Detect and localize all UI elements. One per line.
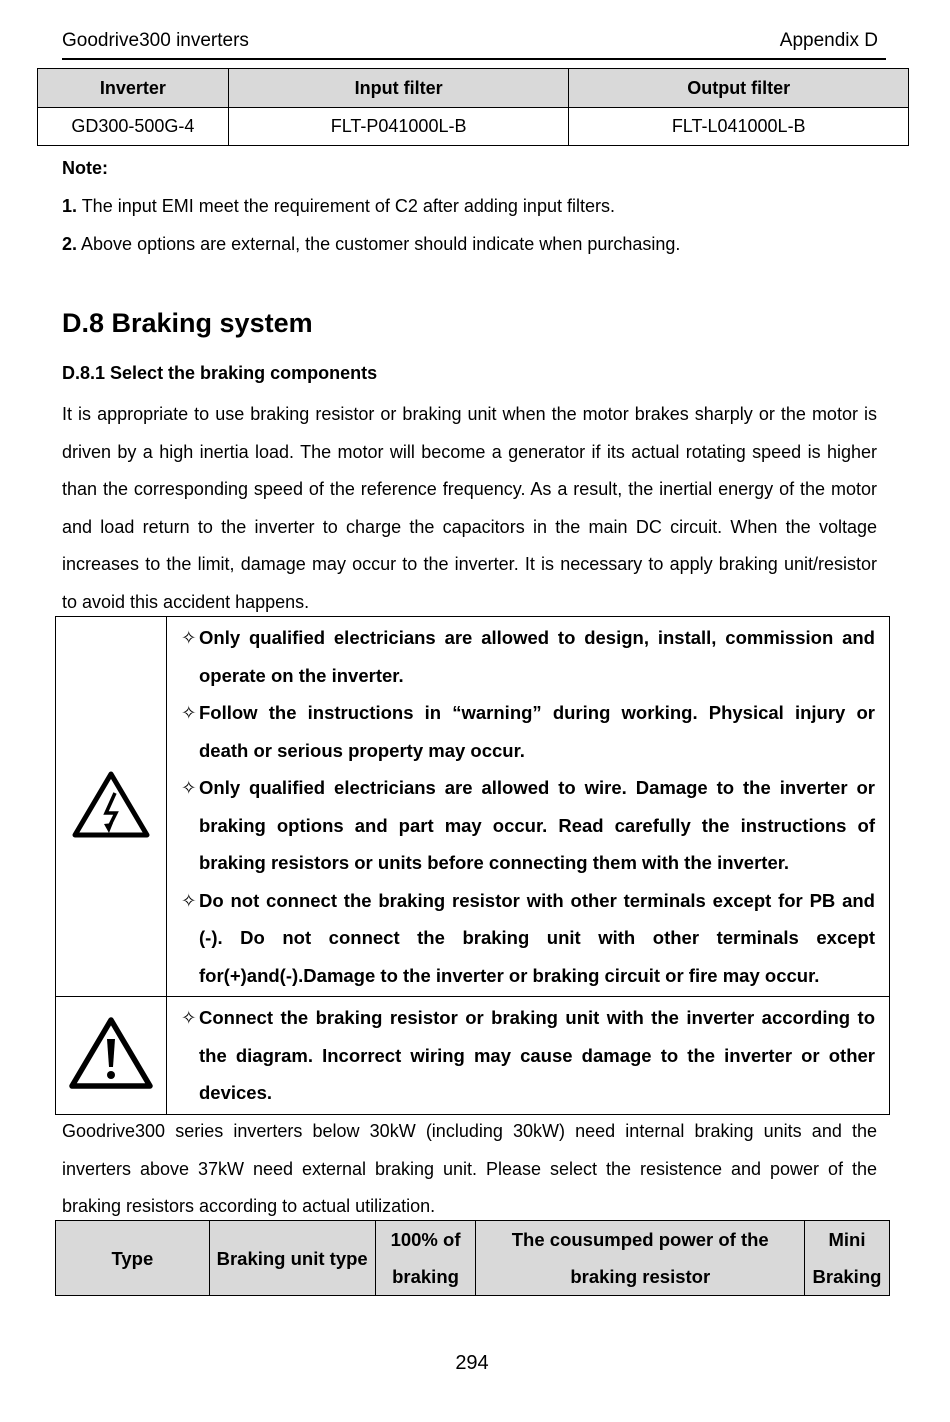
column-header: Braking unit type <box>209 1221 375 1296</box>
bullet-mark: ✧ <box>181 627 197 648</box>
column-header: 100% of braking <box>375 1221 476 1296</box>
table-header-row <box>38 69 909 108</box>
warning-text: Follow the instructions in “warning” during working. Physical injury or death or serious property may occur. <box>199 702 875 761</box>
note-number: 2. <box>62 234 78 254</box>
subsection-title: D.8.1 Select the braking components <box>62 363 378 383</box>
warning-text: Only qualified electricians are allowed to design, install, commission and operate on the inverter. <box>199 627 875 686</box>
exclamation-warning-icon <box>68 1015 154 1091</box>
header-section: Appendix D <box>779 30 878 51</box>
warning-item <box>181 769 875 882</box>
warning-text: Do not connect the braking resistor with other terminals except for PB and (-). Do not connect the braking unit with other terminals except for(+)and(-).Damage to the inverter or braking circuit or fire may occur. <box>199 889 875 986</box>
bullet-mark: ✧ <box>181 777 197 798</box>
paragraph: It is appropriate to use braking resistor or braking unit when the motor brakes sharply or the motor is driven by a high inertia load. The motor will become a generator if its actual rotating speed is higher than the corresponding speed of the reference frequency. As a result, the inertial energy of the motor and load return to the inverter to charge the capacitors in the main DC circuit. When the voltage increases to the limit, damage may occur to the inverter. It is necessary to apply braking unit/resistor to avoid this accident happens. <box>62 404 877 612</box>
column-header: Mini Braking <box>805 1221 890 1296</box>
warning-item <box>181 999 875 1112</box>
danger-icon-cell <box>56 617 167 997</box>
warning-table <box>55 616 890 1115</box>
warning-item <box>181 694 875 769</box>
column-header: Output filter <box>569 69 909 108</box>
note-number: 1. <box>62 196 78 216</box>
table-cell: FLT-L041000L-B <box>569 108 909 146</box>
note-text: The input EMI meet the requirement of C2 after adding input filters. <box>77 196 615 216</box>
braking-resistor-table <box>55 1220 890 1296</box>
bullet-mark: ✧ <box>181 1007 197 1028</box>
warning-text: Only qualified electricians are allowed to wire. Damage to the inverter or braking options and part may occur. Read carefully the instructions of braking resistors or units before connecting them with the inverter. <box>199 777 875 873</box>
table-cell: FLT-P041000L-B <box>228 108 569 146</box>
table-header-row <box>56 1221 890 1296</box>
high-voltage-warning-icon <box>71 769 151 839</box>
table-cell: GD300-500G-4 <box>38 108 229 146</box>
warning-item <box>181 619 875 694</box>
filter-table <box>37 68 909 146</box>
bullet-mark: ✧ <box>181 702 197 723</box>
bullet-mark: ✧ <box>181 889 197 911</box>
danger-row <box>56 617 890 997</box>
page-header <box>62 28 886 60</box>
caution-icon-cell <box>56 997 167 1115</box>
column-header: Type <box>56 1221 210 1296</box>
note-text: Above options are external, the customer should indicate when purchasing. <box>77 234 681 254</box>
warning-text: Connect the braking resistor or braking unit with the inverter according to the diagram. Incorrect wiring may cause damage to the inverter or other devices. <box>199 1007 875 1103</box>
column-header: The cousumped power of the braking resistor <box>476 1221 805 1296</box>
page-number: 294 <box>455 1352 489 1374</box>
note-title: Note: <box>62 158 108 178</box>
paragraph: Goodrive300 series inverters below 30kW (including 30kW) need internal braking units and the inverters above 37kW need external braking unit. Please select the resistence and power of the braking resistors according to actual utilization. <box>62 1121 877 1217</box>
section-title: D.8 Braking system <box>62 308 313 338</box>
note-item <box>62 196 877 217</box>
table-row <box>38 108 909 146</box>
note-item <box>62 234 877 255</box>
column-header: Inverter <box>38 69 229 108</box>
column-header: Input filter <box>228 69 569 108</box>
caution-text-cell <box>167 997 890 1115</box>
warning-item <box>181 882 875 995</box>
danger-text-cell <box>167 617 890 997</box>
header-title: Goodrive300 inverters <box>62 30 249 51</box>
caution-row <box>56 997 890 1115</box>
